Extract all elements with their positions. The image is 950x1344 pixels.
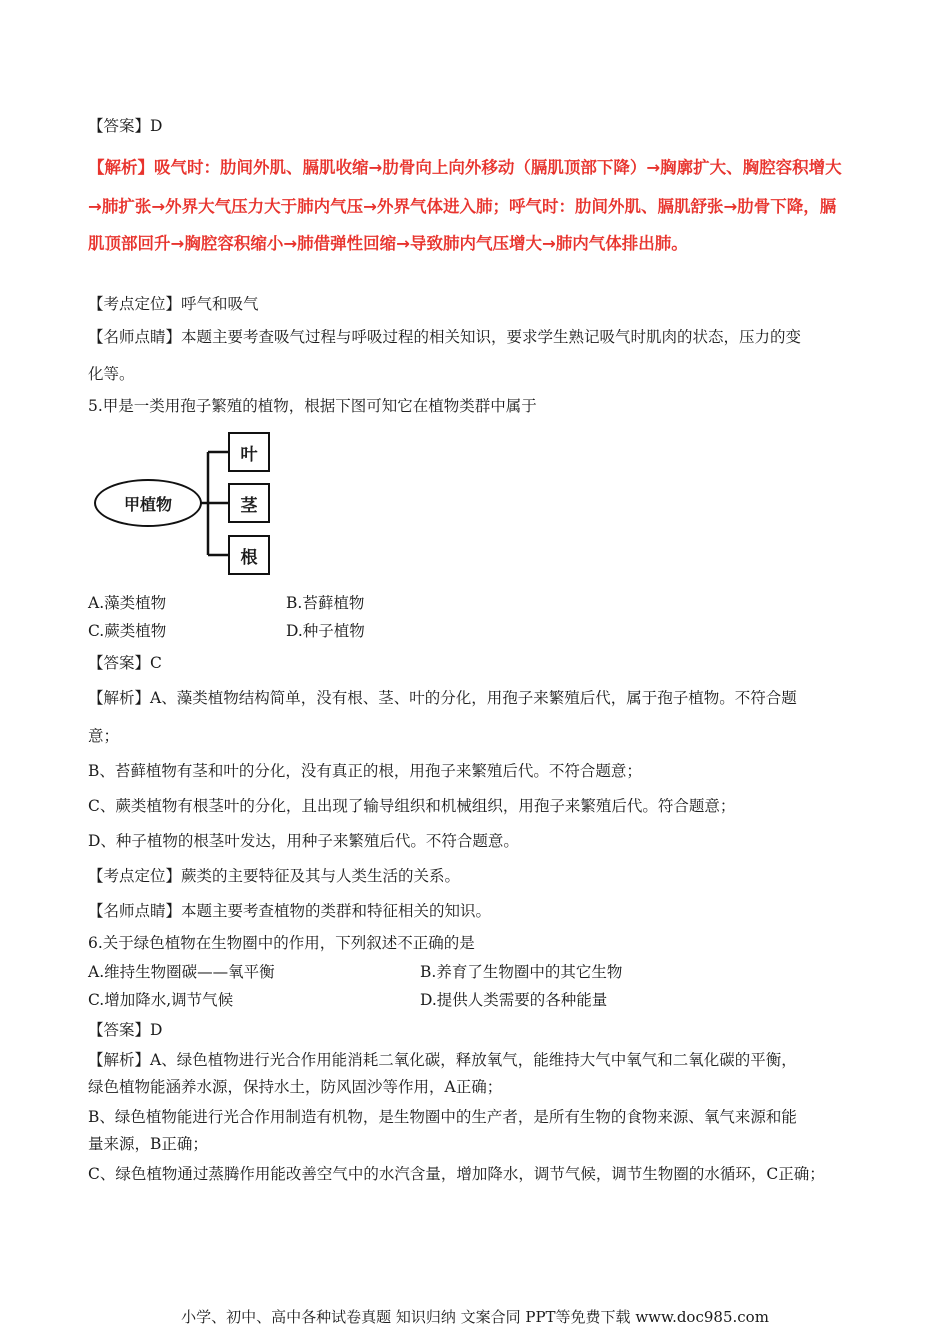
- q5-option-c: C.蕨类植物: [88, 622, 167, 640]
- q5-answer: 【答案】C: [88, 654, 162, 672]
- q6-answer: 【答案】D: [88, 1021, 163, 1039]
- q6-option-c: C.增加降水,调节气候: [88, 991, 234, 1009]
- q5-analysis-line-5: D、种子植物的根茎叶发达，用种子来繁殖后代。不符合题意。: [88, 832, 519, 850]
- q4-analysis-line-2: →肺扩张→外界大气压力大于肺内气压→外界气体进入肺；呼气时：肋间外肌、膈肌舒张→肋骨下降，膈: [88, 197, 837, 216]
- q5-option-b: B.苔藓植物: [286, 594, 365, 612]
- q6-analysis-line-1: 【解析】A、绿色植物进行光合作用能消耗二氧化碳，释放氧气，能维持大气中氧气和二氧化碳的平衡，: [88, 1051, 797, 1069]
- diagram-box-stem: [228, 483, 270, 523]
- q5-mingshi: 【名师点睛】本题主要考查植物的类群和特征相关的知识。: [88, 902, 492, 920]
- page-footer: 小学、初中、高中各种试卷真题 知识归纳 文案合同 PPT等免费下载 www.doc985.com: [181, 1308, 769, 1326]
- q6-option-d: D.提供人类需要的各种能量: [420, 991, 608, 1009]
- plant-structure-diagram: [88, 428, 288, 580]
- q5-analysis-line-4: C、蕨类植物有根茎叶的分化，且出现了输导组织和机械组织，用孢子来繁殖后代。符合题意；: [88, 797, 736, 815]
- q4-kaodian: 【考点定位】呼气和吸气: [88, 295, 259, 313]
- q5-option-d: D.种子植物: [286, 622, 365, 640]
- q4-answer: 【答案】D: [88, 117, 163, 135]
- q6-option-a: A.维持生物圈碳——氧平衡: [88, 963, 275, 981]
- q6-option-b: B.养育了生物圈中的其它生物: [420, 963, 623, 981]
- q6-analysis-line-4: 量来源，B正确；: [88, 1135, 208, 1153]
- q6-analysis-line-2: 绿色植物能涵养水源，保持水土，防风固沙等作用，A正确；: [88, 1078, 503, 1096]
- q5-analysis-line-3: B、苔藓植物有茎和叶的分化，没有真正的根，用孢子来繁殖后代。不符合题意；: [88, 762, 642, 780]
- q4-mingshi-line-1: 【名师点睛】本题主要考查吸气过程与呼吸过程的相关知识，要求学生熟记吸气时肌肉的状态，压力的变: [88, 328, 802, 346]
- diagram-box-leaf: [228, 432, 270, 472]
- q5-analysis-line-1: 【解析】A、藻类植物结构简单，没有根、茎、叶的分化，用孢子来繁殖后代，属于孢子植物。不符合题: [88, 689, 797, 707]
- q5-kaodian: 【考点定位】蕨类的主要特征及其与人类生活的关系。: [88, 867, 461, 885]
- diagram-box-stem-label: 茎: [240, 495, 258, 516]
- q4-mingshi-line-2: 化等。: [88, 365, 135, 383]
- q6-analysis-line-3: B、绿色植物能进行光合作用制造有机物，是生物圈中的生产者，是所有生物的食物来源、氧气来源和能: [88, 1108, 797, 1126]
- diagram-center-ellipse: [94, 479, 202, 527]
- diagram-box-root: [228, 535, 270, 575]
- q4-analysis-line-3: 肌顶部回升→胸腔容积缩小→肺借弹性回缩→导致肺内气压增大→肺内气体排出肺。: [88, 234, 688, 253]
- q5-option-a: A.藻类植物: [88, 594, 167, 612]
- q5-analysis-line-2: 意；: [88, 727, 120, 745]
- diagram-center-label: 甲植物: [123, 494, 172, 514]
- diagram-box-leaf-label: 叶: [240, 444, 258, 465]
- diagram-box-root-label: 根: [240, 547, 258, 568]
- q6-analysis-line-5: C、绿色植物通过蒸腾作用能改善空气中的水汽含量，增加降水，调节气候，调节生物圈的水循环，C正确；: [88, 1165, 825, 1183]
- q6-question: 6.关于绿色植物在生物圈中的作用，下列叙述不正确的是: [88, 934, 475, 952]
- q4-analysis-line-1: 【解析】吸气时：肋间外肌、膈肌收缩→肋骨向上向外移动（膈肌顶部下降）→胸廓扩大、胸腔容积增大: [88, 158, 842, 177]
- q5-question: 5.甲是一类用孢子繁殖的植物，根据下图可知它在植物类群中属于: [88, 397, 537, 415]
